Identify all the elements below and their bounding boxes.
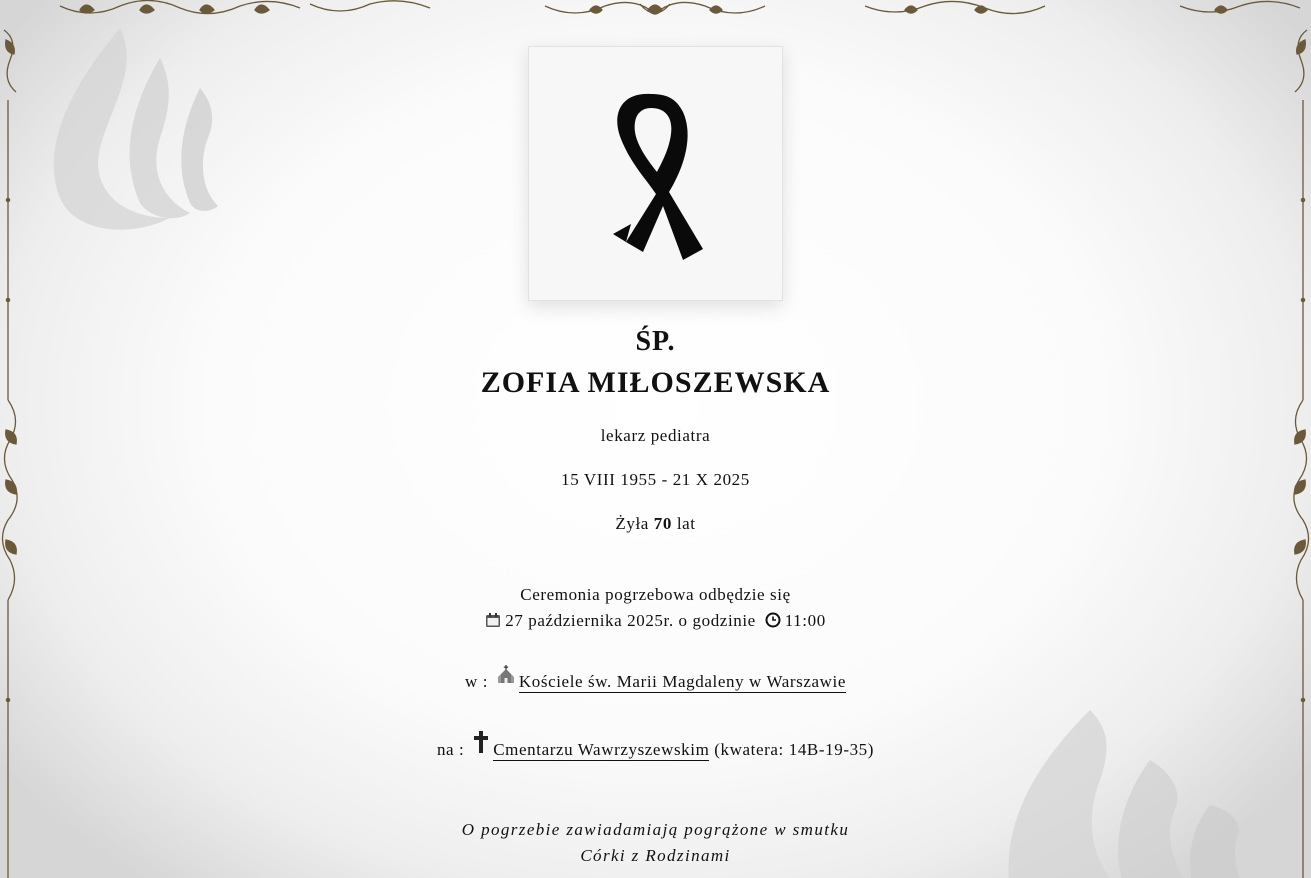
ceremony-time: 11:00 <box>784 611 826 630</box>
church-link[interactable]: Kościele św. Marii Magdaleny w Warszawie <box>518 672 847 691</box>
profession: lekarz pediatra <box>600 426 711 445</box>
ceremony-date: 27 października 2025r. o godzinie <box>505 611 756 630</box>
age-line <box>0 514 1311 534</box>
deceased-name: ZOFIA MIŁOSZEWSKA <box>480 366 831 399</box>
cemetery-line <box>0 731 1311 760</box>
church-line <box>0 665 1311 692</box>
footer-signature: Córki z Rodzinami <box>580 846 731 865</box>
church-icon <box>497 665 515 685</box>
ceremony-intro: Ceremonia pogrzebowa odbędzie się <box>520 585 791 604</box>
age-suffix: lat <box>676 514 696 533</box>
portrait-frame <box>528 46 783 301</box>
prefix-title: ŚP. <box>635 326 676 357</box>
cross-icon <box>473 731 489 753</box>
mourning-ribbon-icon <box>591 84 721 264</box>
clock-icon <box>765 612 781 628</box>
church-label: w : <box>464 672 489 691</box>
cemetery-plot: (kwatera: 14B-19-35) <box>714 740 875 759</box>
flame-decoration-icon <box>50 28 230 238</box>
ceremony-datetime <box>0 611 1311 631</box>
footer-announcement: O pogrzebie zawiadamiają pogrążone w smutku <box>461 820 850 839</box>
life-dates: 15 VIII 1955 - 21 X 2025 <box>561 470 750 489</box>
calendar-icon <box>485 612 501 628</box>
age-value: 70 <box>653 514 672 533</box>
age-prefix: Żyła <box>615 514 649 533</box>
cemetery-link[interactable]: Cmentarzu Wawrzyszewskim <box>493 740 710 759</box>
cemetery-label: na : <box>436 740 465 759</box>
